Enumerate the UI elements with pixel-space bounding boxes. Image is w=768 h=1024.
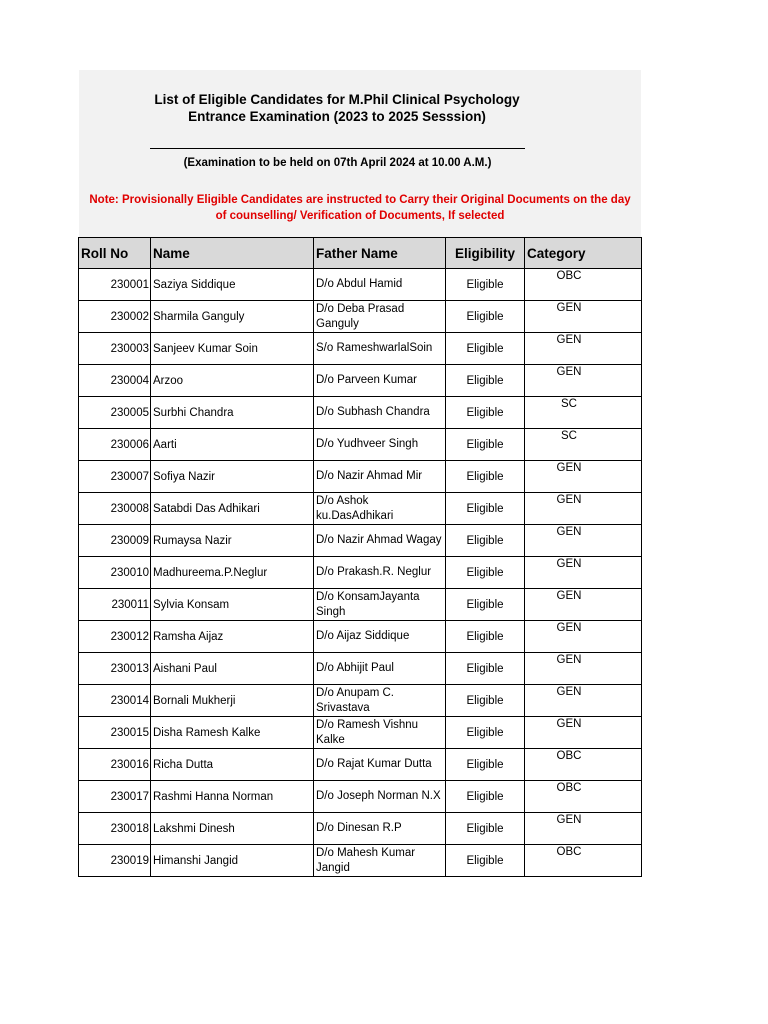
roll-no-cell: 230012 (79, 621, 151, 653)
candidate-name-cell: Sofiya Nazir (151, 461, 314, 493)
candidate-name-cell: Arzoo (151, 365, 314, 397)
father-name-cell: D/o Parveen Kumar (314, 365, 446, 397)
roll-no-cell: 230018 (79, 813, 151, 845)
eligibility-cell: Eligible (446, 333, 525, 365)
eligibility-cell: Eligible (446, 557, 525, 589)
title-line-1: List of Eligible Candidates for M.Phil Clinical Psychology (154, 92, 520, 107)
column-header-roll-no: Roll No (79, 238, 151, 269)
table-row (79, 365, 642, 397)
table-row (79, 621, 642, 653)
table-row (79, 717, 642, 749)
candidate-name-cell: Aarti (151, 429, 314, 461)
eligibility-cell: Eligible (446, 813, 525, 845)
eligibility-cell: Eligible (446, 589, 525, 621)
table-body (79, 269, 642, 877)
candidate-name-cell: Madhureema.P.Neglur (151, 557, 314, 589)
candidate-name-cell: Sylvia Konsam (151, 589, 314, 621)
exam-schedule-note: (Examination to be held on 07th April 2024 at 10.00 A.M.) (183, 157, 492, 169)
category-cell: SC (525, 429, 642, 461)
eligibility-cell: Eligible (446, 269, 525, 301)
candidate-name-cell: Satabdi Das Adhikari (151, 493, 314, 525)
document-instruction-note (79, 192, 641, 224)
table-row (79, 781, 642, 813)
table-row (79, 749, 642, 781)
candidate-name-cell: Sharmila Ganguly (151, 301, 314, 333)
category-cell: OBC (525, 269, 642, 301)
father-name-cell: D/o Dinesan R.P (314, 813, 446, 845)
roll-no-cell: 230015 (79, 717, 151, 749)
category-cell: GEN (525, 333, 642, 365)
table-row (79, 845, 642, 877)
father-name-cell: D/o Joseph Norman N.X (314, 781, 446, 813)
note-line-1: Note: Provisionally Eligible Candidates are instructed to Carry their Original Documents on the day (89, 194, 631, 206)
eligibility-cell: Eligible (446, 525, 525, 557)
category-cell: GEN (525, 653, 642, 685)
eligibility-cell: Eligible (446, 429, 525, 461)
table-row (79, 461, 642, 493)
title-divider (150, 148, 525, 149)
candidate-name-cell: Surbhi Chandra (151, 397, 314, 429)
candidate-name-cell: Himanshi Jangid (151, 845, 314, 877)
eligibility-cell: Eligible (446, 461, 525, 493)
roll-no-cell: 230014 (79, 685, 151, 717)
eligibility-cell: Eligible (446, 365, 525, 397)
table-row (79, 301, 642, 333)
father-name-cell: D/o Deba Prasad Ganguly (314, 301, 446, 333)
candidate-name-cell: Aishani Paul (151, 653, 314, 685)
father-name-cell: D/o Rajat Kumar Dutta (314, 749, 446, 781)
note-line-2: of counselling/ Verification of Documents, If selected (215, 210, 505, 222)
father-name-cell: D/o KonsamJayanta Singh (314, 589, 446, 621)
father-name-cell: D/o Anupam C. Srivastava (314, 685, 446, 717)
category-cell: GEN (525, 589, 642, 621)
roll-no-cell: 230009 (79, 525, 151, 557)
page-title (79, 91, 595, 125)
eligibility-cell: Eligible (446, 653, 525, 685)
roll-no-cell: 230001 (79, 269, 151, 301)
table-row (79, 269, 642, 301)
roll-no-cell: 230005 (79, 397, 151, 429)
father-name-cell: D/o Ashok ku.DasAdhikari (314, 493, 446, 525)
category-cell: OBC (525, 845, 642, 877)
eligibility-cell: Eligible (446, 781, 525, 813)
roll-no-cell: 230017 (79, 781, 151, 813)
candidate-name-cell: Rashmi Hanna Norman (151, 781, 314, 813)
roll-no-cell: 230003 (79, 333, 151, 365)
roll-no-cell: 230008 (79, 493, 151, 525)
father-name-cell: D/o Subhash Chandra (314, 397, 446, 429)
candidate-name-cell: Saziya Siddique (151, 269, 314, 301)
table-row (79, 429, 642, 461)
category-cell: GEN (525, 685, 642, 717)
roll-no-cell: 230007 (79, 461, 151, 493)
category-cell: GEN (525, 717, 642, 749)
category-cell: GEN (525, 493, 642, 525)
category-cell: OBC (525, 781, 642, 813)
father-name-cell: D/o Abdul Hamid (314, 269, 446, 301)
table-row (79, 813, 642, 845)
category-cell: GEN (525, 557, 642, 589)
roll-no-cell: 230002 (79, 301, 151, 333)
table-row (79, 397, 642, 429)
eligibility-cell: Eligible (446, 749, 525, 781)
table-row (79, 589, 642, 621)
category-cell: GEN (525, 525, 642, 557)
father-name-cell: D/o Yudhveer Singh (314, 429, 446, 461)
roll-no-cell: 230019 (79, 845, 151, 877)
candidate-name-cell: Sanjeev Kumar Soin (151, 333, 314, 365)
title-line-2: Entrance Examination (2023 to 2025 Sesssion) (188, 109, 486, 124)
eligibility-cell: Eligible (446, 301, 525, 333)
table-row (79, 493, 642, 525)
candidate-name-cell: Richa Dutta (151, 749, 314, 781)
eligibility-cell: Eligible (446, 621, 525, 653)
father-name-cell: S/o RameshwarlalSoin (314, 333, 446, 365)
column-header-eligibility: Eligibility (446, 238, 525, 269)
candidate-name-cell: Rumaysa Nazir (151, 525, 314, 557)
father-name-cell: D/o Abhijit Paul (314, 653, 446, 685)
table-row (79, 333, 642, 365)
roll-no-cell: 230013 (79, 653, 151, 685)
father-name-cell: D/o Nazir Ahmad Wagay (314, 525, 446, 557)
table-header-row (79, 238, 642, 269)
category-cell: GEN (525, 813, 642, 845)
father-name-cell: D/o Nazir Ahmad Mir (314, 461, 446, 493)
candidate-name-cell: Ramsha Aijaz (151, 621, 314, 653)
category-cell: SC (525, 397, 642, 429)
father-name-cell: D/o Aijaz Siddique (314, 621, 446, 653)
table-row (79, 685, 642, 717)
eligibility-cell: Eligible (446, 717, 525, 749)
candidate-name-cell: Disha Ramesh Kalke (151, 717, 314, 749)
candidates-table (78, 237, 642, 877)
column-header-father-name: Father Name (314, 238, 446, 269)
category-cell: OBC (525, 749, 642, 781)
candidate-name-cell: Bornali Mukherji (151, 685, 314, 717)
table-row (79, 557, 642, 589)
roll-no-cell: 230010 (79, 557, 151, 589)
roll-no-cell: 230011 (79, 589, 151, 621)
eligibility-cell: Eligible (446, 493, 525, 525)
candidate-name-cell: Lakshmi Dinesh (151, 813, 314, 845)
category-cell: GEN (525, 365, 642, 397)
eligibility-cell: Eligible (446, 685, 525, 717)
category-cell: GEN (525, 461, 642, 493)
father-name-cell: D/o Mahesh Kumar Jangid (314, 845, 446, 877)
category-cell: GEN (525, 621, 642, 653)
roll-no-cell: 230004 (79, 365, 151, 397)
eligibility-cell: Eligible (446, 845, 525, 877)
roll-no-cell: 230016 (79, 749, 151, 781)
category-cell: GEN (525, 301, 642, 333)
column-header-name: Name (151, 238, 314, 269)
father-name-cell: D/o Prakash.R. Neglur (314, 557, 446, 589)
table-row (79, 653, 642, 685)
father-name-cell: D/o Ramesh Vishnu Kalke (314, 717, 446, 749)
eligibility-cell: Eligible (446, 397, 525, 429)
column-header-category: Category (525, 238, 642, 269)
table-row (79, 525, 642, 557)
roll-no-cell: 230006 (79, 429, 151, 461)
